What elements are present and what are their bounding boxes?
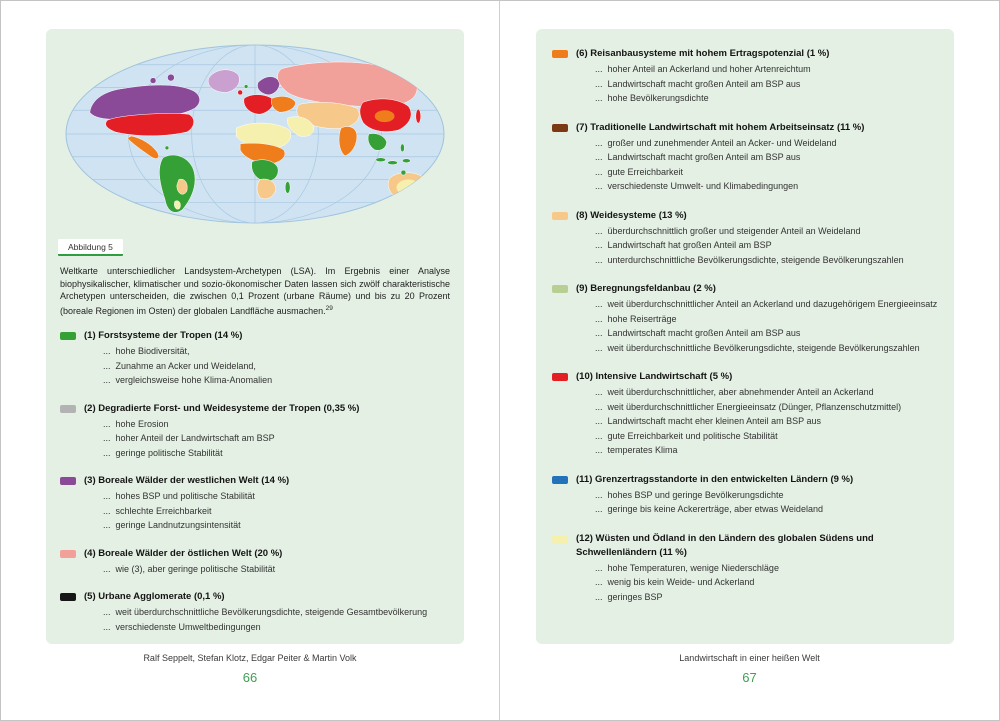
legend-color-swatch — [60, 332, 76, 340]
world-map — [60, 41, 450, 229]
legend-color-swatch — [552, 212, 568, 220]
page-footer-right — [500, 653, 999, 685]
legend-item-details — [595, 136, 938, 194]
legend-item-details — [103, 344, 450, 388]
legend-detail-line: ... überdurchschnittlich großer und steigender Anteil an Weideland — [595, 225, 861, 236]
legend-item-header — [60, 547, 450, 561]
legend-detail-line: ... schlechte Erreichbarkeit — [103, 505, 212, 516]
legend-item-title: (10) Intensive Landwirtschaft (5 %) — [576, 371, 733, 382]
legend-item — [552, 532, 938, 605]
figure-caption — [60, 265, 450, 317]
map-australia — [388, 173, 427, 202]
legend-detail-line: ... Landwirtschaft hat großen Anteil am BSP — [595, 240, 772, 250]
legend-item-header — [552, 473, 938, 487]
map-japan — [416, 109, 421, 123]
legend-detail-line: ... Landwirtschaft macht eher kleinen Anteil am BSP aus — [595, 416, 821, 426]
legend-detail-line: ... wie (3), aber geringe politische Stabilität — [103, 563, 276, 574]
page-right — [500, 1, 999, 720]
running-head-chapter: Landwirtschaft in einer heißen Welt — [679, 653, 820, 663]
legend-detail-line: ... hoher Anteil der Landwirtschaft am BSP — [103, 433, 275, 443]
legend-detail-line: ... Landwirtschaft macht großen Anteil am BSP aus — [595, 328, 801, 338]
legend-item-details — [103, 489, 450, 533]
legend-detail-line: ... unterdurchschnittliche Bevölkerungsdichte, steigende Bevölkerungszahlen — [595, 254, 904, 265]
legend-item — [552, 473, 938, 517]
legend-detail-line: ... hohe Biodiversität, — [103, 346, 190, 356]
legend-item — [60, 590, 450, 634]
legend-item-header — [552, 47, 938, 61]
legend-detail-line: ... Landwirtschaft macht großen Anteil am BSP aus — [595, 152, 801, 162]
legend-item-details — [595, 385, 938, 458]
legend-item-details — [103, 605, 450, 634]
legend-item-title: (2) Degradierte Forst- und Weidesysteme der Tropen (0,35 %) — [84, 402, 360, 414]
legend-detail-line: ... geringe Landnutzungsintensität — [103, 520, 241, 530]
legend-detail-line: ... hohe Erosion — [103, 418, 169, 429]
legend-right — [552, 47, 938, 604]
legend-item — [552, 209, 938, 268]
page-footer-left — [1, 653, 499, 685]
figure-panel-left — [46, 29, 464, 644]
legend-item-title: (4) Boreale Wälder der östlichen Welt (20 %) — [84, 547, 283, 559]
world-map-figure — [46, 29, 464, 229]
legend-item-title: (7) Traditionelle Landwirtschaft mit hohem Arbeitseinsatz (11 %) — [576, 121, 865, 133]
legend-detail-line: ... geringe bis keine Ackererträge, aber etwas Weideland — [595, 504, 823, 514]
legend-detail-line: ... weit überdurchschnittlicher Energieeinsatz (Dünger, Pflanzenschutzmittel) — [595, 401, 902, 412]
legend-item-details — [595, 561, 938, 605]
legend-color-swatch — [60, 477, 76, 485]
legend-detail-line: ... gute Erreichbarkeit — [595, 166, 684, 177]
legend-detail-line: ... gute Erreichbarkeit und politische Stabilität — [595, 430, 778, 441]
legend-item-header — [552, 121, 938, 135]
legend-item-header — [552, 532, 938, 560]
legend-left — [60, 329, 450, 634]
legend-item-title: (5) Urbane Agglomerate (0,1 %) — [84, 591, 225, 602]
legend-detail-line: ... verschiedenste Umweltbedingungen — [103, 621, 261, 632]
legend-item-header — [60, 402, 450, 416]
legend-item — [60, 474, 450, 533]
legend-color-swatch — [60, 550, 76, 558]
legend-item-details — [595, 224, 938, 268]
legend-color-swatch — [60, 593, 76, 601]
figure-label: Abbildung 5 — [58, 239, 123, 256]
legend-item — [60, 402, 450, 461]
legend-item-header — [552, 370, 938, 384]
legend-detail-line: ... großer und zunehmender Anteil an Acker- und Weideland — [595, 137, 837, 148]
legend-detail-line: ... hoher Anteil an Ackerland und hoher Artenreichtum — [595, 64, 811, 74]
map-new-zealand — [434, 198, 438, 204]
running-head-authors: Ralf Seppelt, Stefan Klotz, Edgar Peiter & Martin Volk — [143, 653, 357, 663]
legend-detail-line: ... geringe politische Stabilität — [103, 447, 223, 458]
caption-text: Weltkarte unterschiedlicher Landsystem-Archetypen (LSA). Im Ergebnis einer Analyse biophysikalischer, klimatischer und sozio-ökonomischer Daten lassen sich zwölf charakteristische Archetypen unterscheiden, die zwischen 0,1 Prozent (urbane Räume) und bis zu 20 Prozent (boreale Regionen im Osten) der globalen Landfläche ausmachen. — [60, 266, 450, 316]
legend-item-details — [595, 62, 938, 106]
legend-item-title: (11) Grenzertragsstandorte in den entwickelten Ländern (9 %) — [576, 473, 854, 485]
page-left — [1, 1, 500, 720]
legend-color-swatch — [552, 285, 568, 293]
legend-item-details — [103, 562, 450, 577]
page-number-right: 67 — [742, 670, 757, 685]
legend-item-header — [552, 209, 938, 223]
legend-item — [552, 370, 938, 458]
legend-item-details — [595, 297, 938, 355]
legend-detail-line: ... hohes BSP und geringe Bevölkerungsdichte — [595, 489, 784, 500]
legend-detail-line: ... Landwirtschaft macht großen Anteil am BSP aus — [595, 78, 801, 89]
legend-item — [60, 329, 450, 388]
footnote-reference: 29 — [325, 304, 333, 312]
legend-color-swatch — [552, 373, 568, 381]
legend-item — [552, 282, 938, 355]
legend-color-swatch — [552, 124, 568, 132]
legend-item-header — [60, 590, 450, 604]
legend-color-swatch — [552, 535, 568, 543]
legend-color-swatch — [60, 405, 76, 413]
legend-detail-line: ... hohe Temperaturen, wenige Niederschläge — [595, 562, 779, 573]
legend-item-title: (8) Weidesysteme (13 %) — [576, 209, 687, 221]
legend-detail-line: ... hohe Bevölkerungsdichte — [595, 93, 709, 103]
legend-item — [552, 47, 938, 106]
legend-color-swatch — [552, 50, 568, 58]
legend-item-title: (3) Boreale Wälder der westlichen Welt (14 %) — [84, 475, 290, 486]
legend-item-title: (1) Forstsysteme der Tropen (14 %) — [84, 330, 243, 341]
legend-item-title: (9) Beregnungsfeldanbau (2 %) — [576, 283, 716, 294]
legend-detail-line: ... geringes BSP — [595, 591, 663, 602]
legend-item-details — [595, 488, 938, 517]
legend-detail-line: ... weit überdurchschnittliche Bevölkerungsdichte, steigende Bevölkerungszahlen — [595, 342, 920, 353]
legend-item — [552, 121, 938, 194]
legend-item-header — [60, 474, 450, 488]
legend-detail-line: ... weit überdurchschnittlicher, aber abnehmender Anteil an Ackerland — [595, 387, 874, 397]
legend-detail-line: ... hohe Reiserträge — [595, 313, 677, 324]
legend-detail-line: ... temperates Klima — [595, 445, 678, 455]
legend-detail-line: ... weit überdurchschnittlicher Anteil an Ackerland und dazugehörigem Energieeinsatz — [595, 299, 938, 309]
legend-detail-line: ... verschiedenste Umwelt- und Klimabedingungen — [595, 181, 799, 191]
legend-item-details — [103, 417, 450, 461]
legend-color-swatch — [552, 476, 568, 484]
legend-item-header — [552, 282, 938, 296]
legend-item-title: (12) Wüsten und Ödland in den Ländern des globalen Südens und Schwellenländern (11 %) — [576, 532, 874, 558]
legend-detail-line: ... weit überdurchschnittliche Bevölkerungsdichte, steigende Gesamtbevölkerung — [103, 607, 428, 617]
figure-panel-right — [536, 29, 954, 644]
legend-detail-line: ... Zunahme an Acker und Weideland, — [103, 360, 256, 371]
legend-detail-line: ... vergleichsweise hohe Klima-Anomalien — [103, 375, 273, 385]
legend-item — [60, 547, 450, 577]
legend-item-title: (6) Reisanbausysteme mit hohem Ertragspotenzial (1 %) — [576, 48, 830, 59]
legend-item-header — [60, 329, 450, 343]
legend-detail-line: ... wenig bis kein Weide- und Ackerland — [595, 577, 755, 587]
legend-detail-line: ... hohes BSP und politische Stabilität — [103, 491, 255, 501]
page-number-left: 66 — [242, 670, 258, 685]
